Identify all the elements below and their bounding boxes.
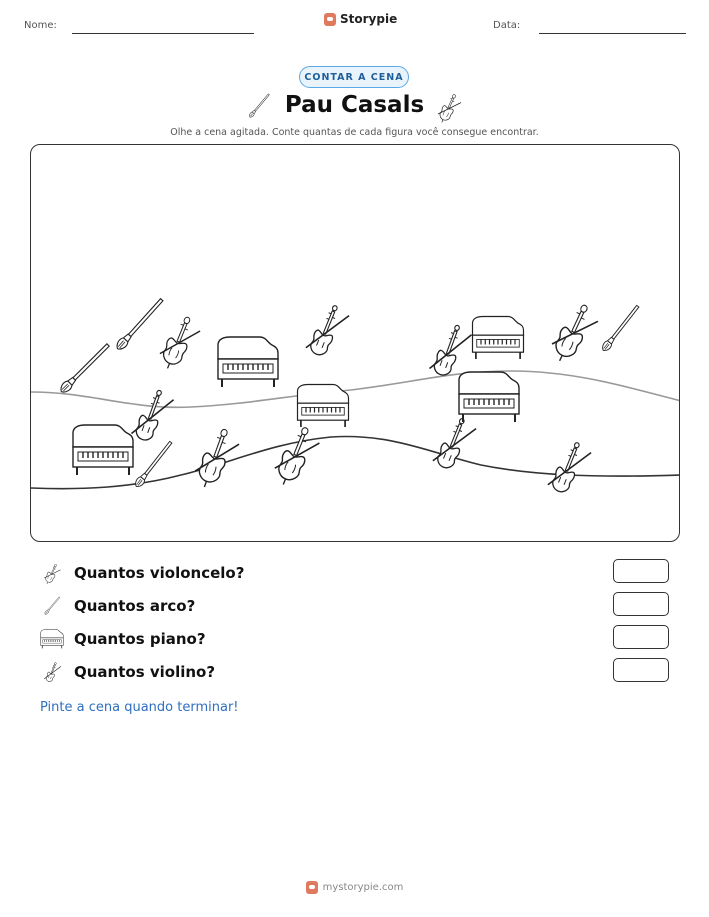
cello-icon	[40, 561, 64, 585]
name-line[interactable]	[72, 33, 254, 34]
scene-cello	[270, 423, 323, 492]
piano-icon	[40, 627, 64, 651]
instructions: Olhe a cena agitada. Conte quantas de cada figura você consegue encontrar.	[170, 127, 539, 138]
scene-bow	[600, 304, 640, 353]
storypie-logo-icon	[324, 13, 336, 26]
coloring-note: Pinte a cena quando terminar!	[40, 700, 239, 715]
answer-box-piano[interactable]	[613, 625, 669, 649]
question-cello	[40, 561, 244, 585]
scene-piano	[218, 337, 278, 387]
answer-box-violin[interactable]	[613, 658, 669, 682]
storypie-logo-icon	[306, 881, 318, 894]
brand	[324, 12, 397, 26]
scene-cello	[156, 313, 203, 375]
scene-picture	[30, 144, 680, 542]
date-line[interactable]	[539, 33, 686, 34]
brand-name: Storypie	[340, 12, 398, 26]
scene-piano	[73, 425, 133, 475]
date-label: Data:	[493, 20, 521, 31]
question-label: Quantos violino?	[74, 663, 216, 681]
scene-violin	[429, 321, 473, 379]
scene-drawing	[31, 145, 680, 542]
scene-piano	[298, 385, 349, 428]
name-label: Nome:	[24, 20, 57, 31]
question-bow	[40, 594, 195, 618]
scene-bow	[114, 297, 165, 352]
page-title: Pau Casals	[284, 92, 425, 118]
question-piano	[40, 627, 206, 651]
violin-icon	[40, 660, 64, 684]
scene-violin	[547, 438, 592, 497]
footer	[0, 881, 709, 894]
scene-bow	[58, 342, 111, 395]
footer-url[interactable]: mystorypie.com	[322, 882, 404, 893]
question-violin	[40, 660, 215, 684]
bow-icon	[40, 594, 64, 618]
answer-box-cello[interactable]	[613, 559, 669, 583]
question-label: Quantos arco?	[74, 597, 196, 615]
scene-violin	[305, 301, 350, 360]
scene-piano	[473, 317, 524, 360]
activity-badge: CONTAR A CENA	[299, 66, 409, 88]
scene-piano	[459, 372, 519, 422]
cello-icon	[434, 90, 464, 124]
scene-violin	[432, 414, 477, 473]
scene-violin	[131, 386, 175, 444]
question-label: Quantos violoncelo?	[74, 564, 245, 582]
scene-cello	[547, 300, 602, 369]
answer-box-bow[interactable]	[613, 592, 669, 616]
question-label: Quantos piano?	[74, 630, 206, 648]
